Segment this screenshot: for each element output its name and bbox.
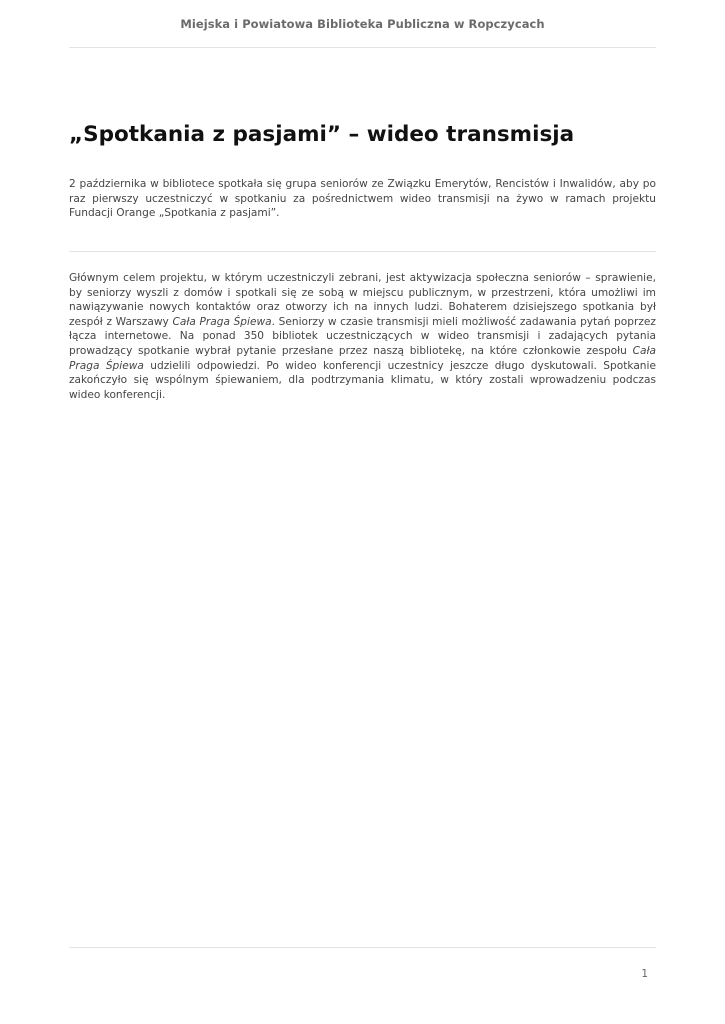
- site-header: Miejska i Powiatowa Biblioteka Publiczna w Ropczycach: [180, 17, 545, 31]
- band-name: Cała Praga Śpiewa: [172, 315, 272, 328]
- body-text-part-1: Głównym celem projektu, w którym uczestniczyli zebrani, jest aktywizacja społeczna seniorów – sprawienie, by seniorzy wyszli z domów i spotkali się ze sobą w miejscu publicznym, w przestrzeni, która umożliwi im nawiązywanie nowych kontaktów oraz otworzy ich na innych ludzi. Bohaterem dzisiejszego spotkania był zespół z Warszawy: [69, 272, 656, 328]
- footer-divider: [69, 947, 656, 948]
- band-name: Cała Praga Śpiewa: [69, 344, 656, 372]
- page-number: 1: [641, 968, 648, 980]
- header-divider: [69, 47, 656, 48]
- body-text-part-2: . Seniorzy w czasie transmisji mieli możliwość zadawania pytań poprzez łącza internetowe. Na ponad 350 bibliotek uczestniczących w wideo transmisji i zadających pytania prowadzący spotkanie wybrał pytanie przesłane przez naszą bibliotekę, na które członkowie zespołu: [69, 315, 656, 357]
- article-body: [69, 271, 656, 402]
- body-text-part-3: udzielili odpowiedzi. Po wideo konferencji uczestnicy jeszcze długo dyskutowali. Spotkanie zakończyło się wspólnym śpiewaniem, dla podtrzymania klimatu, w który zostali wprowadzeniu podczas wideo konferencji.: [69, 359, 656, 401]
- article-intro: 2 października w bibliotece spotkała się grupa seniorów ze Związku Emerytów, Rencistów i Inwalidów, aby po raz pierwszy uczestniczyć w spotkaniu za pośrednictwem wideo transmisji na żywo w ramach projektu Fundacji Orange „Spotkania z pasjami”.: [69, 178, 656, 220]
- article-title: „Spotkania z pasjami” – wideo transmisja: [69, 122, 575, 147]
- section-divider: [69, 251, 656, 252]
